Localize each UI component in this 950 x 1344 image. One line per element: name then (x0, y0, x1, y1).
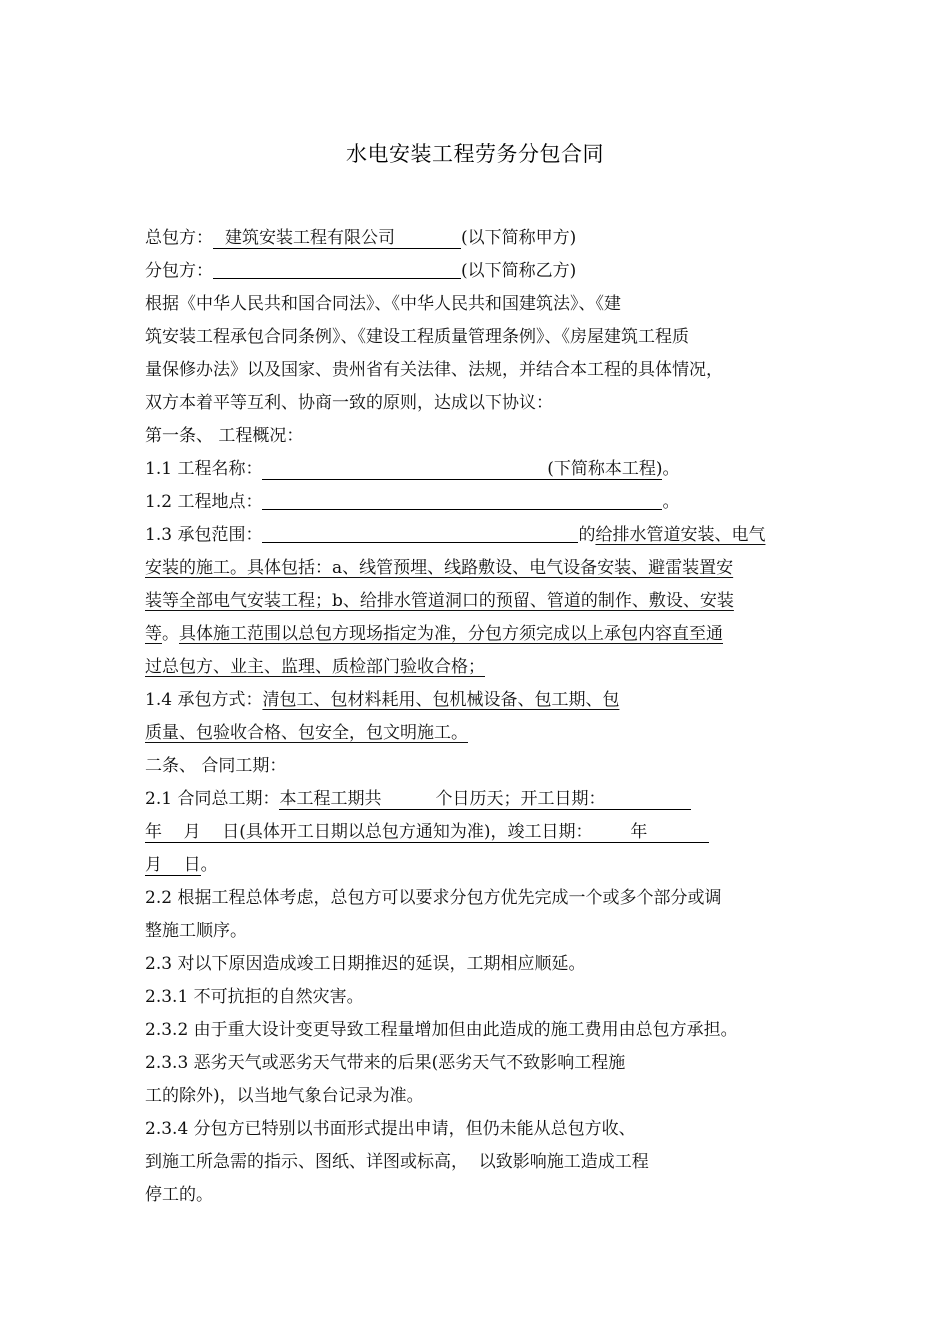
item-1-3-line: 过总包方、业主、监理、质检部门验收合格； (145, 657, 485, 677)
item-1-4-label: 1.4 承包方式： (145, 690, 263, 710)
item-1-3-line: 安装的施工。具体包括：a、线管预埋、线路敷设、电气设备安装、避雷装置安 (145, 558, 734, 578)
item-2-1-end-date: 月 日 (145, 855, 201, 875)
subcontractor-suffix: (以下简称乙方) (461, 261, 577, 281)
project-location-blank (262, 489, 662, 510)
item-1-3-scope: 给排水管道安装、电气 (595, 525, 766, 545)
item-1-1-label: 1.1 工程名称： (145, 459, 263, 479)
item-1-4-line: 质量、包验收合格、包安全，包文明施工。 (145, 723, 468, 743)
main-contractor-suffix: (以下简称甲方) (461, 228, 577, 248)
item-2-2-line: 2.2 根据工程总体考虑，总包方可以要求分包方优先完成一个或多个部分或调 (145, 888, 722, 908)
project-name-blank: (下简称本工程) (262, 459, 662, 480)
item-1-3-mid: 的 (578, 525, 596, 545)
item-1-3-ul-fragment: 等 (145, 624, 162, 644)
item-2-3-1: 2.3.1 不可抗拒的自然灾害。 (145, 987, 364, 1007)
item-1-2-end: 。 (662, 492, 680, 512)
item-1-2-label: 1.2 工程地点： (145, 492, 263, 512)
subcontractor-line (145, 255, 815, 288)
item-1-3-line (145, 618, 815, 651)
item-2-1-end: 。 (200, 855, 218, 875)
item-2-3: 2.3 对以下原因造成竣工日期推迟的延误，工期相应顺延。 (145, 954, 586, 974)
item-2-3-3-line: 2.3.3 恶劣天气或恶劣天气带来的后果(恶劣天气不致影响工程施 (145, 1053, 626, 1073)
item-2-1-line (145, 849, 815, 882)
item-2-3-3-line: 工的除外)，以当地气象台记录为准。 (145, 1086, 424, 1106)
article2-heading: 二条、 合同工期： (145, 756, 287, 776)
preamble-line: 双方本着平等互利、协商一致的原则，达成以下协议： (145, 393, 553, 413)
main-contractor-label: 总包方： (145, 228, 213, 248)
item-1-3-line: 装等全部电气安装工程；b、给排水管道洞口的预留、管道的制作、敷设、安装 (145, 591, 734, 611)
item-2-1-line (145, 816, 815, 849)
item-1-1 (145, 453, 815, 486)
contract-body (145, 222, 815, 1212)
item-1-4 (145, 684, 815, 717)
item-1-1-end: 。 (662, 459, 680, 479)
subcontractor-name-blank (213, 258, 461, 279)
item-1-3-rest: 具体施工范围以总包方现场指定为准，分包方须完成以上承包内容直至通 (179, 624, 723, 644)
item-1-3-label: 1.3 承包范围： (145, 525, 263, 545)
main-contractor-name: 建筑安装工程有限公司 (213, 228, 461, 249)
preamble-line: 筑安装工程承包合同条例》、《建设工程质量管理条例》、《房屋建筑工程质 (145, 327, 689, 347)
item-2-2-line: 整施工顺序。 (145, 921, 247, 941)
item-2-1-text: 本工程工期共 个日历天；开工日期： (279, 789, 691, 810)
item-2-3-4-line: 停工的。 (145, 1185, 213, 1205)
preamble-line: 量保修办法》以及国家、贵州省有关法律、法规，并结合本工程的具体情况， (145, 360, 723, 380)
item-2-3-4-line: 2.3.4 分包方已特别以书面形式提出申请，但仍未能从总包方收、 (145, 1119, 636, 1139)
item-1-3 (145, 519, 815, 552)
main-contractor-line (145, 222, 815, 255)
subcontractor-label: 分包方： (145, 261, 213, 281)
item-1-3-period: 。 (162, 624, 179, 644)
item-2-3-4-line: 到施工所急需的指示、图纸、详图或标高， 以致影响施工造成工程 (145, 1152, 649, 1172)
item-1-4-text: 清包工、包材料耗用、包机械设备、包工期、包 (262, 690, 620, 710)
preamble-line: 根据《中华人民共和国合同法》、《中华人民共和国建筑法》、《建 (145, 294, 621, 314)
contract-title: 水电安装工程劳务分包合同 (346, 142, 604, 166)
scope-blank (262, 522, 578, 543)
item-2-1-dates: 年 月 日(具体开工日期以总包方通知为准)，竣工日期： 年 (145, 822, 709, 843)
item-2-3-2: 2.3.2 由于重大设计变更导致工程量增加但由此造成的施工费用由总包方承担。 (145, 1020, 738, 1040)
item-2-1 (145, 783, 815, 816)
item-2-1-label: 2.1 合同总工期： (145, 789, 280, 809)
article1-heading: 第一条、 工程概况： (145, 426, 304, 446)
item-1-2 (145, 486, 815, 519)
